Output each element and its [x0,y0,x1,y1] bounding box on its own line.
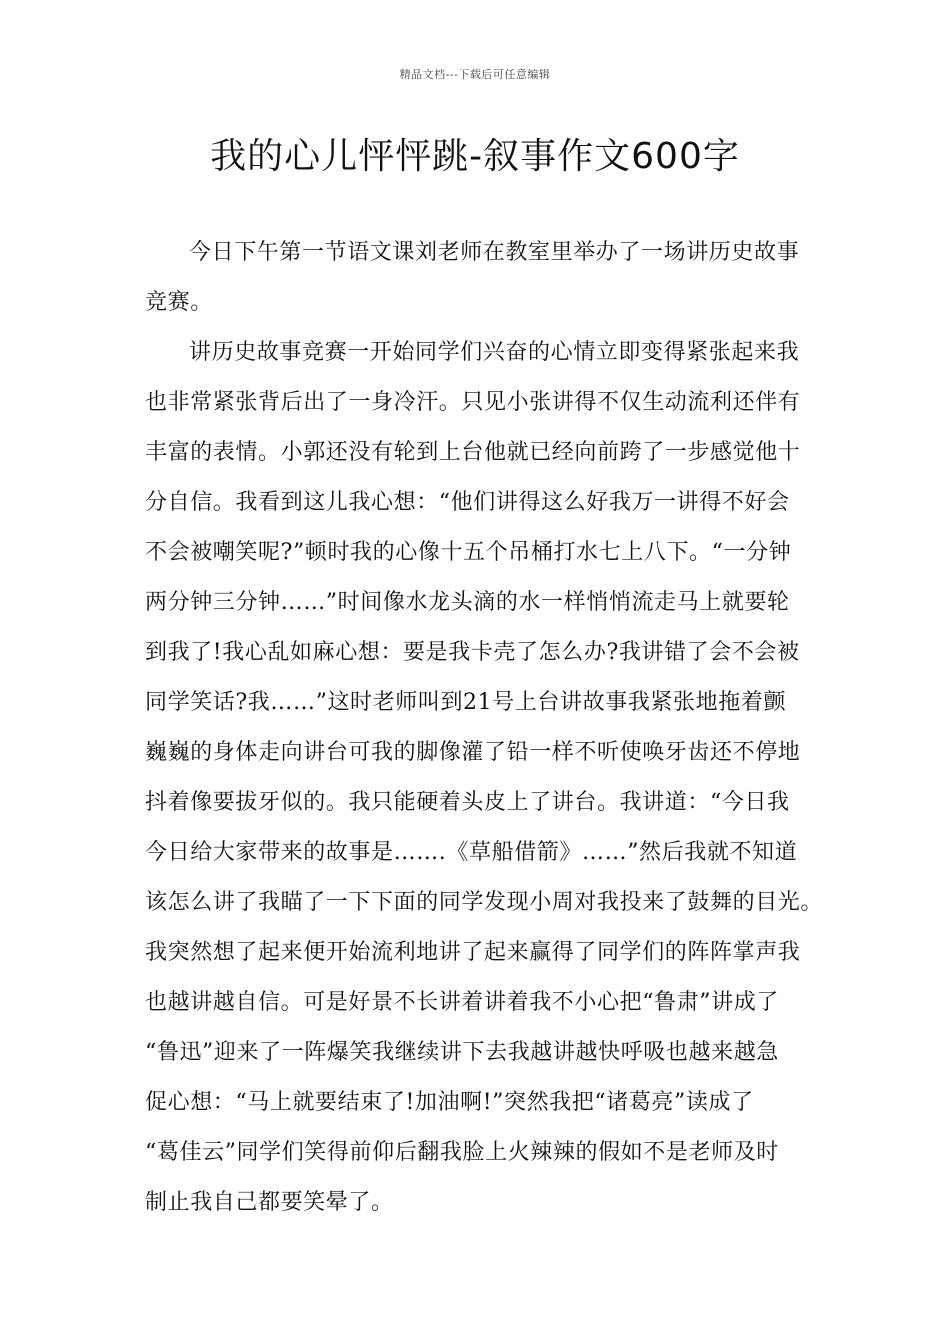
text-line: 分自信。我看到这儿我心想：“他们讲得这么好我万一讲得不好会 [145,490,790,515]
text-line: 巍巍的身体走向讲台可我的脚像灌了铅一样不听使唤牙齿还不停地 [145,740,801,765]
text-line: 抖着像要拔牙似的。我只能硬着头皮上了讲台。我讲道：“今日我 [145,790,790,815]
text-line: 丰富的表情。小郭还没有轮到上台他就已经向前跨了一步感觉他十 [145,440,801,465]
text-line: 同学笑话?我……”这时老师叫到21号上台讲故事我紧张地拖着颤 [145,690,787,715]
text-line: 到我了!我心乱如麻心想：要是我卡壳了怎么办?我讲错了会不会被 [145,640,800,665]
text-line: 竞赛。 [145,290,213,315]
text-line: 也越讲越自信。可是好景不长讲着讲着我不小心把“鲁肃”讲成了 [145,990,779,1015]
text-line: 制止我自己都要笑晕了。 [145,1190,394,1215]
text-line: 促心想：“马上就要结束了!加油啊!”突然我把“诸葛亮”读成了 [145,1090,754,1115]
text-line: 不会被嘲笑呢?”顿时我的心像十五个吊桶打水七上八下。“一分钟 [145,540,792,565]
article-body [145,228,825,1228]
text-line: “鲁迅”迎来了一阵爆笑我继续讲下去我越讲越快呼吸也越来越急 [145,1040,779,1065]
text-line: 讲历史故事竞赛一开始同学们兴奋的心情立即变得紧张起来我 [189,340,800,365]
text-line: 我突然想了起来便开始流利地讲了起来赢得了同学们的阵阵掌声我 [145,940,801,965]
document-title: 我的心儿怦怦跳-叙事作文600字 [210,136,740,177]
text-line: 两分钟三分钟……”时间像水龙头滴的水一样悄悄流走马上就要轮 [145,590,790,615]
text-line: 该怎么讲了我瞄了一下下面的同学发现小周对我投来了鼓舞的目光。 [145,890,824,915]
text-line: “葛佳云”同学们笑得前仰后翻我脸上火辣辣的假如不是老师及时 [145,1140,779,1165]
page-header: 精品文档---下载后可任意编辑 [399,68,551,81]
text-line: 今日下午第一节语文课刘老师在教室里举办了一场讲历史故事 [189,240,800,265]
text-line: 也非常紧张背后出了一身冷汗。只见小张讲得不仅生动流利还伴有 [145,390,801,415]
text-line: 今日给大家带来的故事是…….《草船借箭》……”然后我就不知道 [145,840,798,865]
